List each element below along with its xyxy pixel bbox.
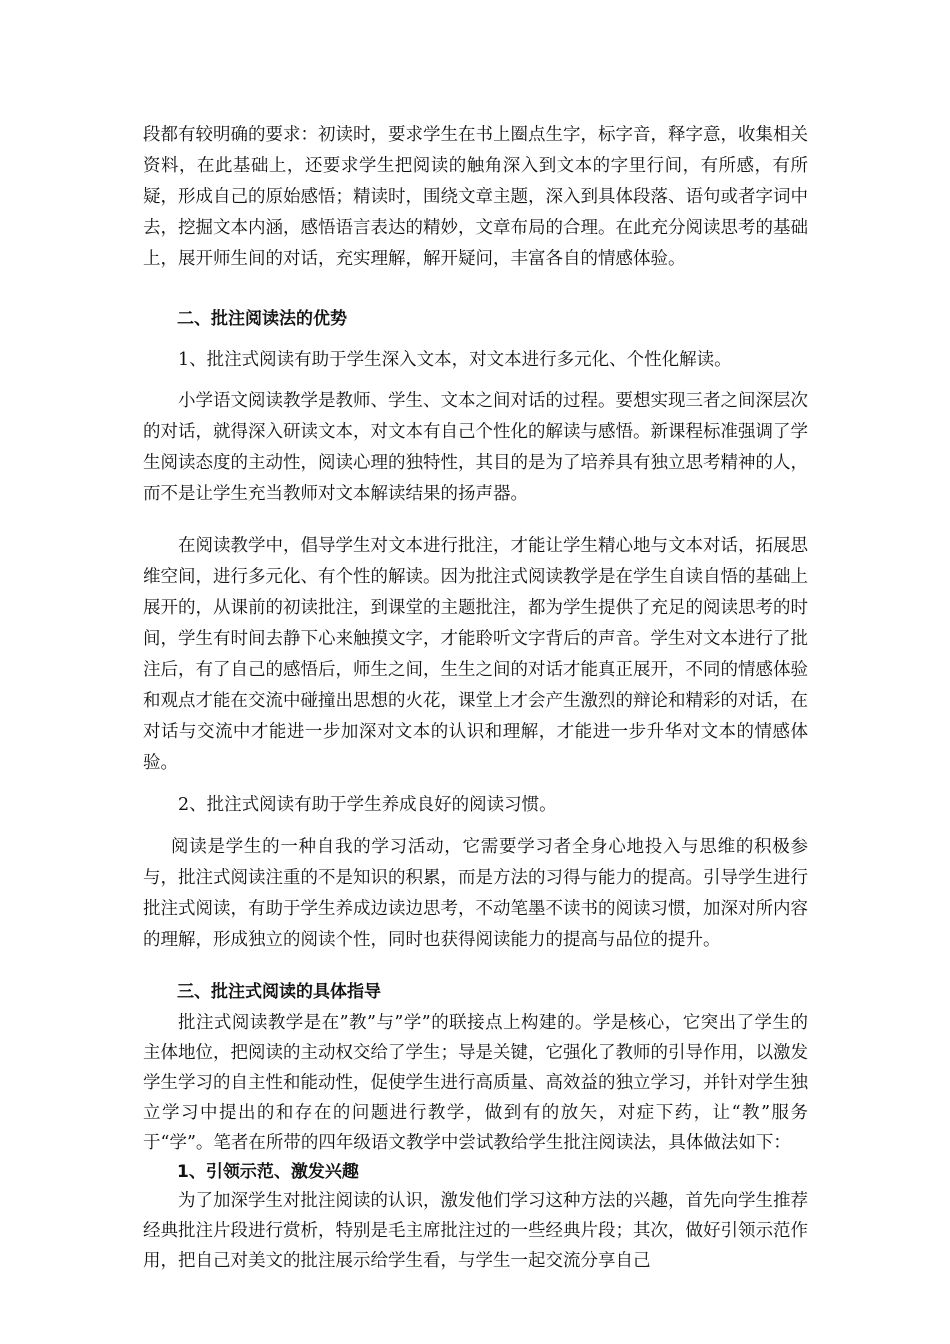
paragraph-self-learning: 阅读是学生的一种自我的学习活动，它需要学习者全身心地投入与思维的积极参与，批注式阅读注重的不是知识的积累，而是方法的习得与能力的提高。引导学生进行批注式阅读，有助于学生养成边读边思考，不动笔墨不读书的阅读习惯，加深对所内容的理解，形成独立的阅读个性，同时也获得阅读能力的提高与品位的提升。 [143,837,808,950]
paragraph-reading-requirements: 段都有较明确的要求：初读时，要求学生在书上圈点生字，标字音，释字意，收集相关资料，在此基础上，还要求学生把阅读的触角深入到文本的字里行间，有所感，有所疑，形成自己的原始感悟；精读时，围绕文章主题，深入到具体段落、语句或者字词中去，挖掘文本内涵，感悟语言表达的精妙，文章布局的合理。在此充分阅读思考的基础上，展开师生间的对话，充实理解，解开疑问，丰富各自的情感体验。 [143,125,808,269]
section-heading-advantages: 二、批注阅读法的优势 [177,309,347,329]
subheading-lead-demonstrate: 1、引领示范、激发兴趣 [177,1162,359,1182]
subheading-deep-reading: 1、批注式阅读有助于学生深入文本，对文本进行多元化、个性化解读。 [178,350,732,370]
paragraph-annotation-teaching: 在阅读教学中，倡导学生对文本进行批注，才能让学生精心地与文本对话，拓展思维空间，进行多元化、有个性的解读。因为批注式阅读教学是在学生自读自悟的基础上展开的，从课前的初读批注，到课堂的主题批注，都为学生提供了充足的阅读思考的时间，学生有时间去静下心来触摸文字，才能聆听文字背后的声音。学生对文本进行了批注后，有了自己的感悟后，师生之间，生生之间的对话才能真正展开，不同的情感体验和观点才能在交流中碰撞出思想的火花，课堂上才会产生激烈的辩论和精彩的对话，在对话与交流中才能进一步加深对文本的认识和理解，才能进一步升华对文本的情感体验。 [143,536,808,773]
document-page [143,120,808,1276]
paragraph-teaching-construction: 批注式阅读教学是在”教”与”学”的联接点上构建的。学是核心，它突出了学生的主体地位，把阅读的主动权交给了学生；导是关键，它强化了教师的引导作用，以激发学生学习的自主性和能动性，促使学生进行高质量、高效益的独立学习，并针对学生独立学习中提出的和存在的问题进行教学，做到有的放矢，对症下药，让“教”服务于“学”。笔者在所带的四年级语文教学中尝试教给学生批注阅读法，具体做法如下： [143,1013,808,1153]
paragraph-classic-annotation: 为了加深学生对批注阅读的认识，激发他们学习这种方法的兴趣，首先向学生推荐经典批注片段进行赏析，特别是毛主席批注过的一些经典片段；其次，做好引领示范作用，把自己对美文的批注展示给学生看，与学生一起交流分享自己 [143,1191,808,1271]
subheading-reading-habits: 2、批注式阅读有助于学生养成良好的阅读习惯。 [178,795,557,815]
section-heading-guidance: 三、批注式阅读的具体指导 [177,982,381,1002]
paragraph-dialogue-process: 小学语文阅读教学是教师、学生、文本之间对话的过程。要想实现三者之间深层次的对话，就得深入研读文本，对文本有自己个性化的解读与感悟。新课程标准强调了学生阅读态度的主动性，阅读心理的独特性，其目的是为了培养具有独立思考精神的人，而不是让学生充当教师对文本解读结果的扬声器。 [143,391,808,504]
